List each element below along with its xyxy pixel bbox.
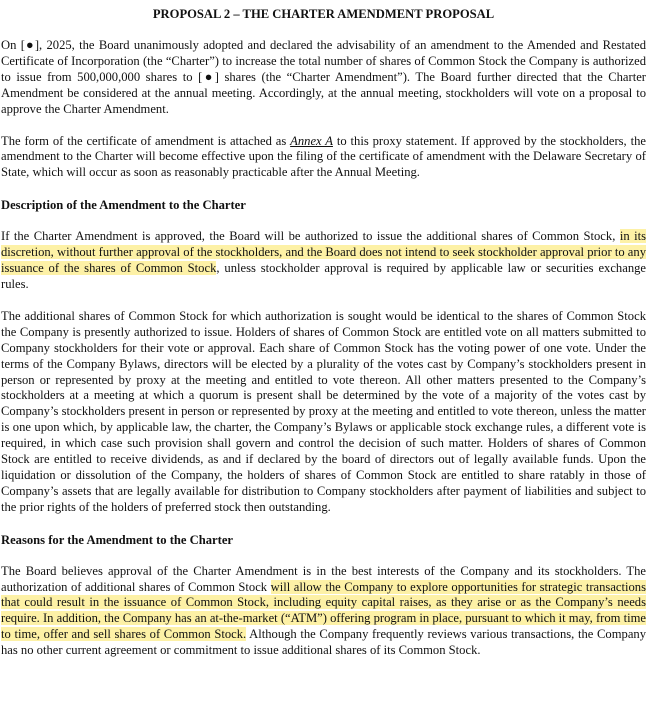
paragraph-reasons-text-after: Although the Company frequently reviews various transactions, the Company has no other current agreement or commitment to issue additional shares of its Common Stock. (1, 627, 646, 658)
paragraph-description-text-after: , unless stockholder approval is required by applicable law or securities exchange rules. (1, 261, 647, 291)
heading-description: Description of the Amendment to the Charter (1, 198, 246, 213)
paragraph-description (1, 229, 646, 293)
paragraph-annex-text-after: to this proxy statement. If approved by the stockholders, the amendment to the Charter will become effective upon the filing of the certificate of amendment with the Delaware Secretary of State, which will occur as soon as reasonably practicable after the Annual Meeting. (1, 133, 646, 180)
page-title: PROPOSAL 2 – THE CHARTER AMENDMENT PROPOSAL (152, 7, 495, 21)
paragraph-reasons (1, 564, 646, 659)
annex-a-link[interactable]: Annex A (290, 133, 333, 148)
paragraph-description-text-before: If the Charter Amendment is approved, the Board will be authorized to issue the additional shares of Common Stock, (1, 229, 620, 244)
paragraph-share-rights: The additional shares of Common Stock for which authorization is sought would be identical to the shares of Common Stock the Company is presently authorized to issue. Holders of shares of Common Stock are entitled vote on all matters submitted to Company stockholders for their vote or approval. Each share of Common Stock has the voting power of one vote. Under the terms of the Company Bylaws, directors will be elected by a plurality of the votes cast by Company’s stockholders present in person or represented by proxy at the meeting and entitled to vote thereon. All other matters presented to the Company’s stockholders at a meeting at which a quorum is present shall be determined by the vote of a majority of the votes cast by Company’s stockholders present in person or represented by proxy at the meeting and entitled to vote thereon, unless the matter is one upon which, by applicable law, the charter, the Company’s Bylaws or applicable stock exchange rules, a different vote is required, in which case such provision shall govern and control the decision of such matter. Holders of shares of Common Stock are entitled to receive dividends, as and if declared by the board of directors out of legally available funds. Upon the liquidation or dissolution of the Company, the holders of shares of Common Stock are entitled to share ratably in those of Company’s assets that are legally available for distribution to Company stockholders after payment of liabilities and subject to the prior rights of the holders of preferred stock then outstanding. (1, 308, 646, 514)
highlighted-text-discretion: in its discretion, without further approval of the stockholders, and the Board does not intend to seek stockholder approval prior to any issuance of the shares of Common Stock (1, 229, 647, 276)
highlighted-text-strategic: will allow the Company to explore opportunities for strategic transactions that could result in the issuance of Common Stock, including equity capital raises, as they arise or as the Company’s needs require. In addition, the Company has an at-the-market (“ATM”) offering program in place, pursuant to which it may, from time to time, offer and sell shares of Common Stock. (1, 579, 647, 642)
paragraph-annex-text-before: The form of the certificate of amendment is attached as (1, 133, 291, 148)
heading-reasons: Reasons for the Amendment to the Charter (1, 532, 234, 547)
paragraph-annex (1, 134, 646, 182)
paragraph-reasons-text-before: The Board believes approval of the Charter Amendment is in the best interests of the Company and its stockholders. The authorization of additional shares of Common Stock (1, 563, 646, 594)
paragraph-intro: On [●], 2025, the Board unanimously adopted and declared the advisability of an amendment to the Amended and Restated Certificate of Incorporation (the “Charter”) to increase the total number of shares of Common Stock the Company is authorized to issue from 500,000,000 shares to [●] shares (the “Charter Amendment”). The Board further directed that the Charter Amendment be considered at the annual meeting. Accordingly, at the annual meeting, stockholders will vote on a proposal to approve the Charter Amendment. (1, 38, 646, 116)
